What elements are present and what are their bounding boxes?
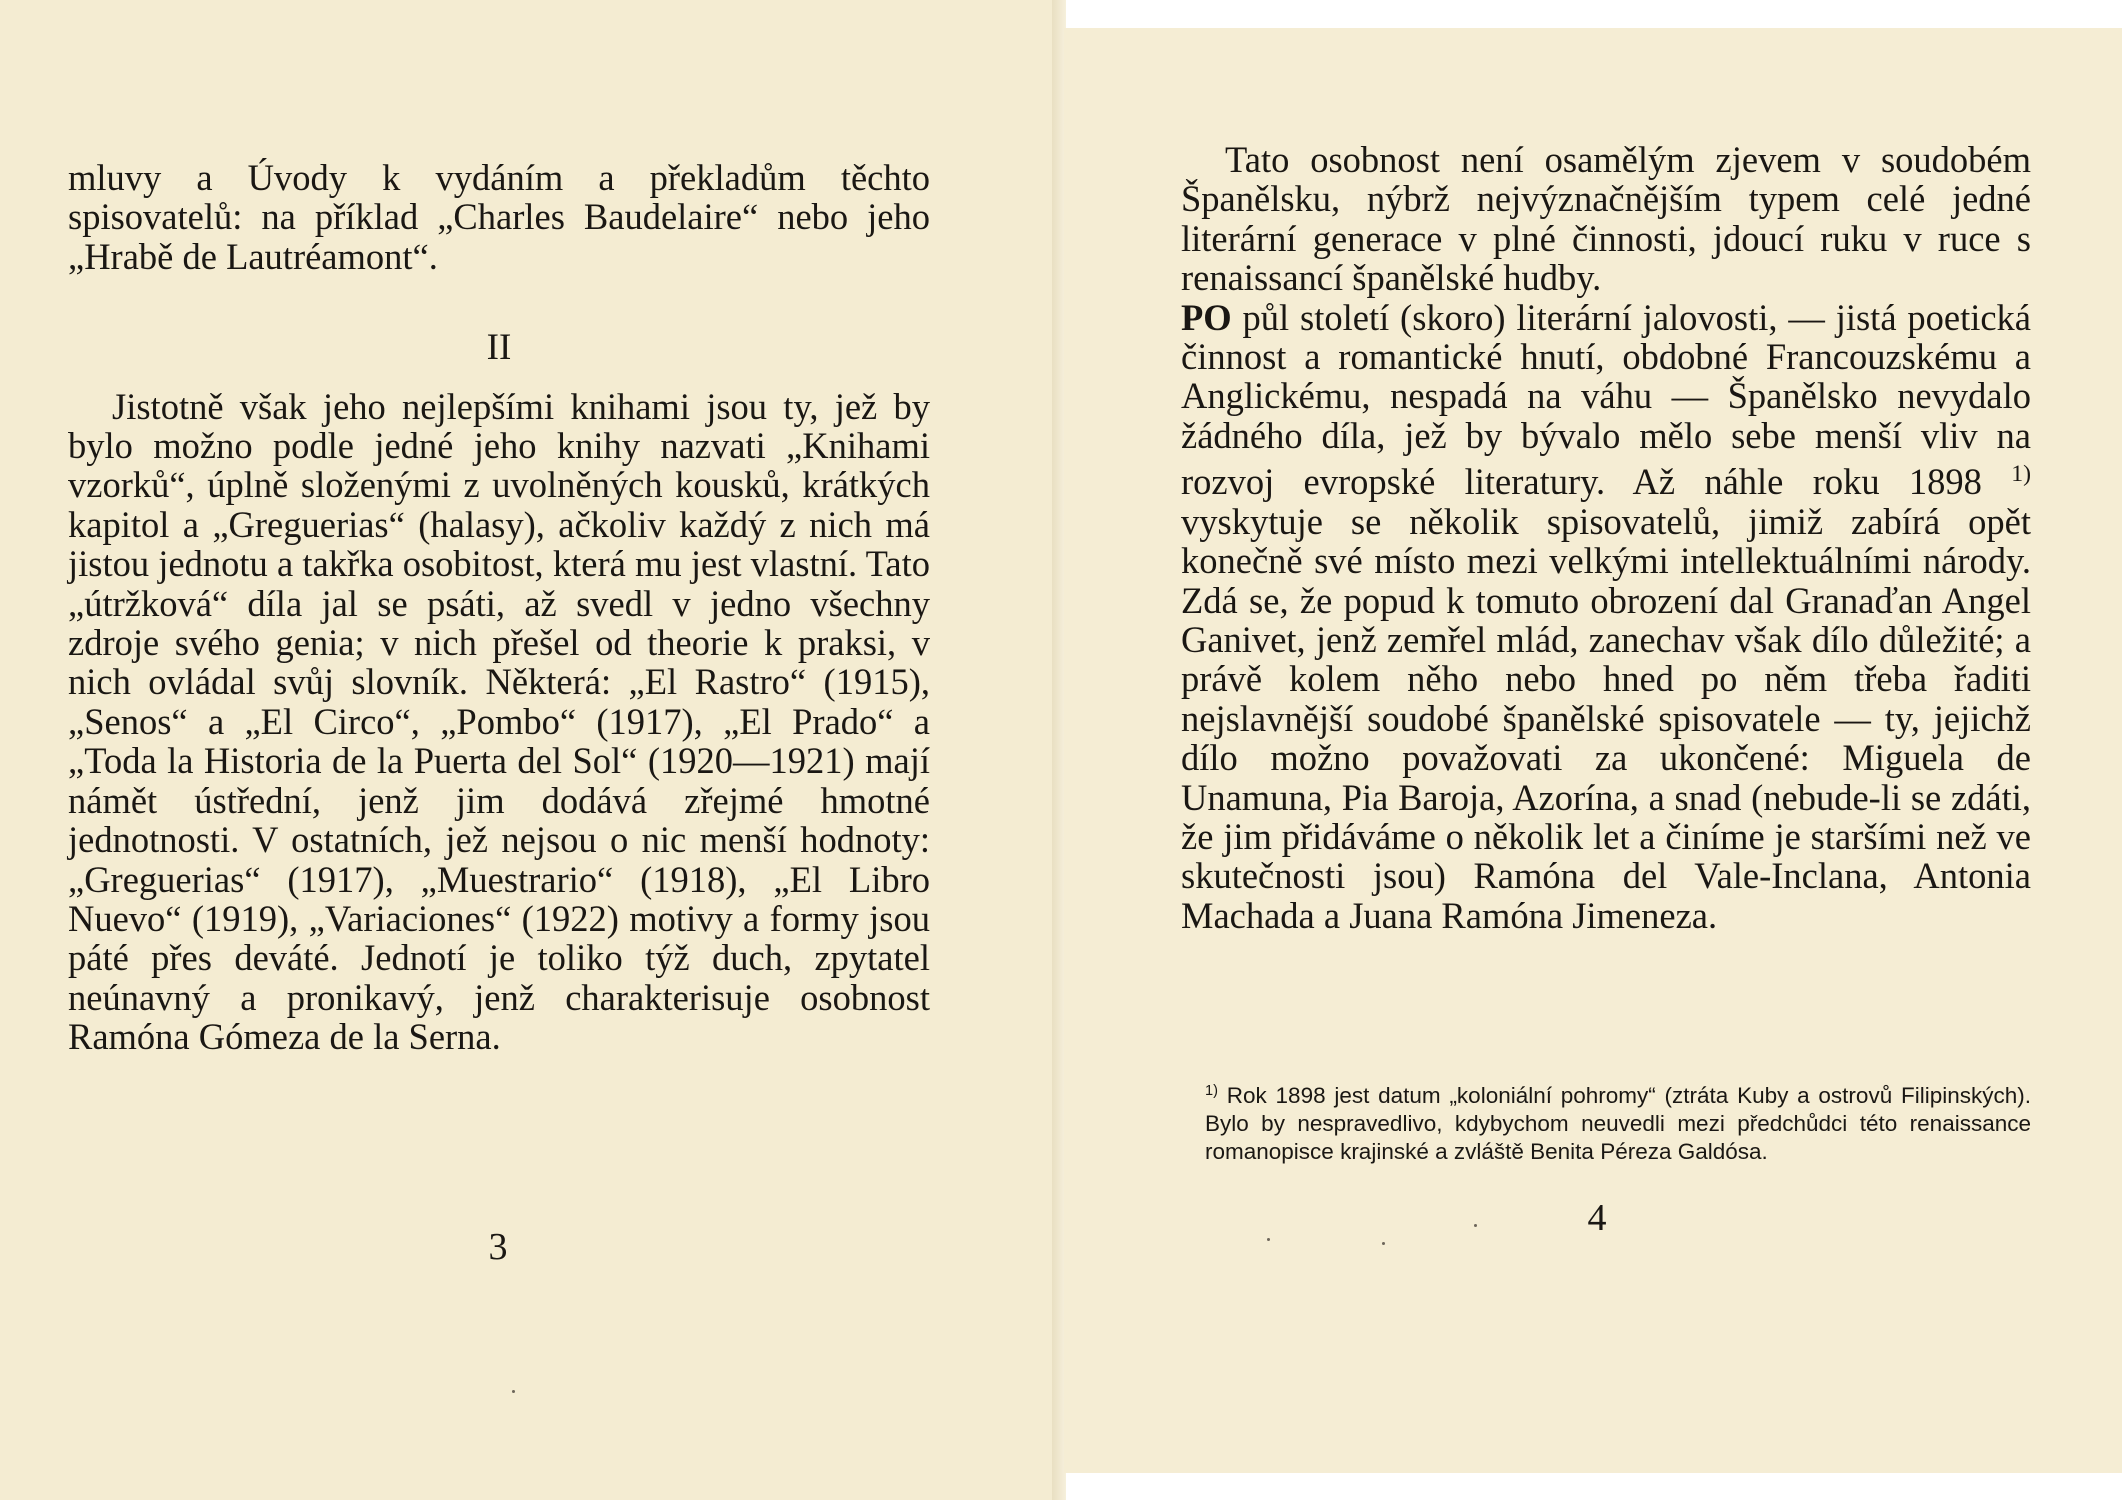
paper-speck	[1382, 1242, 1385, 1245]
left-page-text	[68, 158, 930, 1057]
left-paragraph-1: mluvy a Úvody k vydáním a překladům těchto spisovatelů: na příklad „Charles Baudelaire“ nebo jeho „Hrabě de Lautréamont“.	[68, 157, 930, 277]
paper-speck	[1474, 1224, 1477, 1227]
paper-speck	[1267, 1238, 1270, 1241]
left-page	[0, 0, 1060, 1500]
paragraph-2-text-b: vyskytuje se několik spisovatelů, jimiž zabírá opět konečně své místo mezi velkými intellektuálními národy. Zdá se, že popud k tomuto obrození dal Granaďan Angel Ganivet, jenž zemřel mlád, zanechav však dílo důležité; a právě kolem něho nebo hned po něm třeba řaditi nejslavnější soudobé španělské spisovatele — ty, jejichž dílo možno považovati za ukončené: Miguela de Unamuna, Pia Baroja, Azorína, a snad (nebude-li se zdáti, že jim přidáváme o několik let a činíme je staršími než ve skutečnosti jsou) Ramóna del Vale-Inclana, Antonia Machada a Juana Ramóna Jimeneza.	[1181, 500, 2031, 936]
paper-speck	[512, 1390, 515, 1393]
footnote-text: Rok 1898 jest datum „koloniální pohromy“ (ztráta Kuby a ostrovů Filipinských). Bylo by nespravedlivo, kdybychom neuvedli mezi předchůdci této renaissance romanopisce krajinské a zvláště Benita Péreza Galdósa.	[1205, 1083, 2031, 1165]
right-page	[1064, 28, 2122, 1473]
footnote-reference: 1)	[2011, 461, 2032, 488]
right-paragraph-2	[1181, 298, 2031, 936]
section-heading: II	[486, 327, 512, 369]
paragraph-2-text-a: půl století (skoro) literární jalovosti, — jistá poetická činnost a romantické hnutí, obdobné Francouzskému a Anglickému, nespadá na váhu — Španělsko nevydalo žádného díla, jež by bývalo mělo sebe menší vliv na rozvoj evropské literatury. Až náhle roku 1898	[1181, 296, 2031, 503]
right-paragraph-1: Tato osobnost není osamělým zjevem v soudobém Španělsku, nýbrž nejvýznačnějším typem celé jedné literární generace v plné činnosti, jdoucí ruku v ruce s renaissancí španělské hudby.	[1181, 139, 2031, 299]
dropcap: PO	[1181, 296, 1232, 338]
footnote-mark: 1)	[1205, 1083, 1218, 1099]
page-number-left: 3	[488, 1226, 508, 1268]
left-paragraph-2: Jistotně však jeho nejlepšími knihami jsou ty, jež by bylo možno podle jedné jeho knihy nazvati „Knihami vzorků“, úplně složenými z uvolněných kousků, krátkých kapitol a „Greguerias“ (halasy), ačkoliv každý z nich má jistou jednotu a takřka osobitost, která mu jest vlastní. Tato „útržková“ díla jal se psáti, až svedl v jedno všechny zdroje svého genia; v nich přešel od theorie k praksi, v nich ovládal svůj slovník. Některá: „El Rastro“ (1915), „Senos“ a „El Circo“, „Pombo“ (1917), „El Prado“ a „Toda la Historia de la Puerta del Sol“ (1920—1921) mají námět ústřední, jenž jim dodává zřejmé hmotné jednotnosti. V ostatních, jež nejsou o nic menší hodnoty: „Greguerias“ (1917), „Muestrario“ (1918), „El Libro Nuevo“ (1919), „Variaciones“ (1922) motivy a formy jsou páté přes deváté. Jednotí je toliko týž duch, zpytatel neúnavný a pronikavý, jenž charakterisuje osobnost Ramóna Gómeza de la Serna.	[68, 385, 930, 1058]
page-number-right: 4	[1587, 1197, 1607, 1239]
right-page-text	[1181, 140, 2031, 935]
footnote	[1205, 1077, 2031, 1166]
